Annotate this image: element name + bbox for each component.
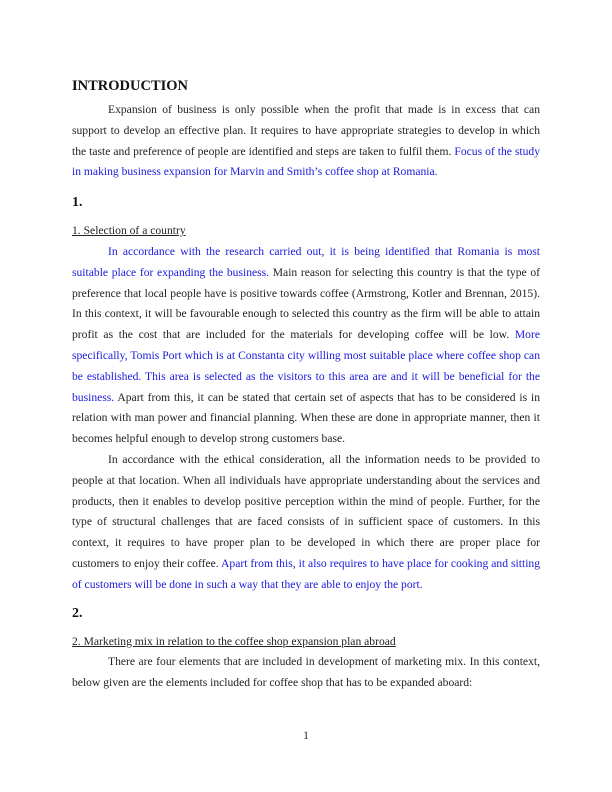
introduction-paragraph: [72, 100, 540, 183]
s1p1-text-2: Apart from this, it can be stated that certain set of aspects that has to be considered is in relation with man power and financial planning. When these are done in appropriate manner, then it becomes helpful enough to develop strong customers base.: [72, 390, 540, 446]
s1p2-highlight: Apart from this, it also requires to have place for cooking and sitting of customers will be done in such a way that they are able to enjoy the port.: [72, 556, 541, 591]
s1p1-highlight-1: In accordance with the research carried out, it is being identified that Romania is most suitable place for expanding the business.: [72, 244, 540, 279]
introduction-heading: INTRODUCTION: [72, 78, 189, 94]
document-page: [72, 76, 540, 694]
intro-text: Expansion of business is only possible when the profit that made is in excess that can support to develop an effective plan. It requires to have appropriate strategies to develop in which the taste and preference of people are identified and steps are taken to fulfil them.: [72, 103, 540, 158]
section-2-subheading: 2. Marketing mix in relation to the coffee shop expansion plan abroad: [72, 634, 396, 648]
s1p1-text-1: Main reason for selecting this country is that the type of preference that local people have is positive towards coffee (Armstrong, Kotler and Brennan, 2015). In this context, it will be favourable enough to selected this country as the firm will be able to attain profit as the cost that are included for the materials for developing coffee will be low.: [72, 265, 540, 342]
section-1-subheading: 1. Selection of a country: [72, 224, 186, 238]
section-2-number: 2.: [72, 605, 83, 621]
s1p2-text: In accordance with the ethical consideration, all the information needs to be provided to people at that location. When all individuals have appropriate understanding about the services and products, then it enables to develop positive perception within the mind of people. Further, for the type of structural challenges that are faced consists of in sufficient space of customers. In this context, it requires to have proper plan to be developed in which there are proper place for customers to enjoy their coffee.: [72, 452, 540, 570]
s1p1-highlight-2: More specifically, Tomis Port which is at Constanta city willing most suitable place where coffee shop can be established. This area is selected as the visitors to this area are and it will be beneficial for the business.: [72, 328, 540, 404]
section-1-number: 1.: [72, 195, 83, 211]
intro-highlight-text: Focus of the study in making business expansion for Marvin and Smith’s coffee shop at Romania.: [72, 144, 540, 179]
section-2-paragraph-1: There are four elements that are included in development of marketing mix. In this context, below given are the elements included for coffee shop that has to be expanded aboard:: [72, 655, 540, 690]
page-number: 1: [303, 729, 309, 742]
section-1-paragraph-2: [72, 450, 540, 596]
section-1-paragraph-1: [72, 242, 540, 450]
